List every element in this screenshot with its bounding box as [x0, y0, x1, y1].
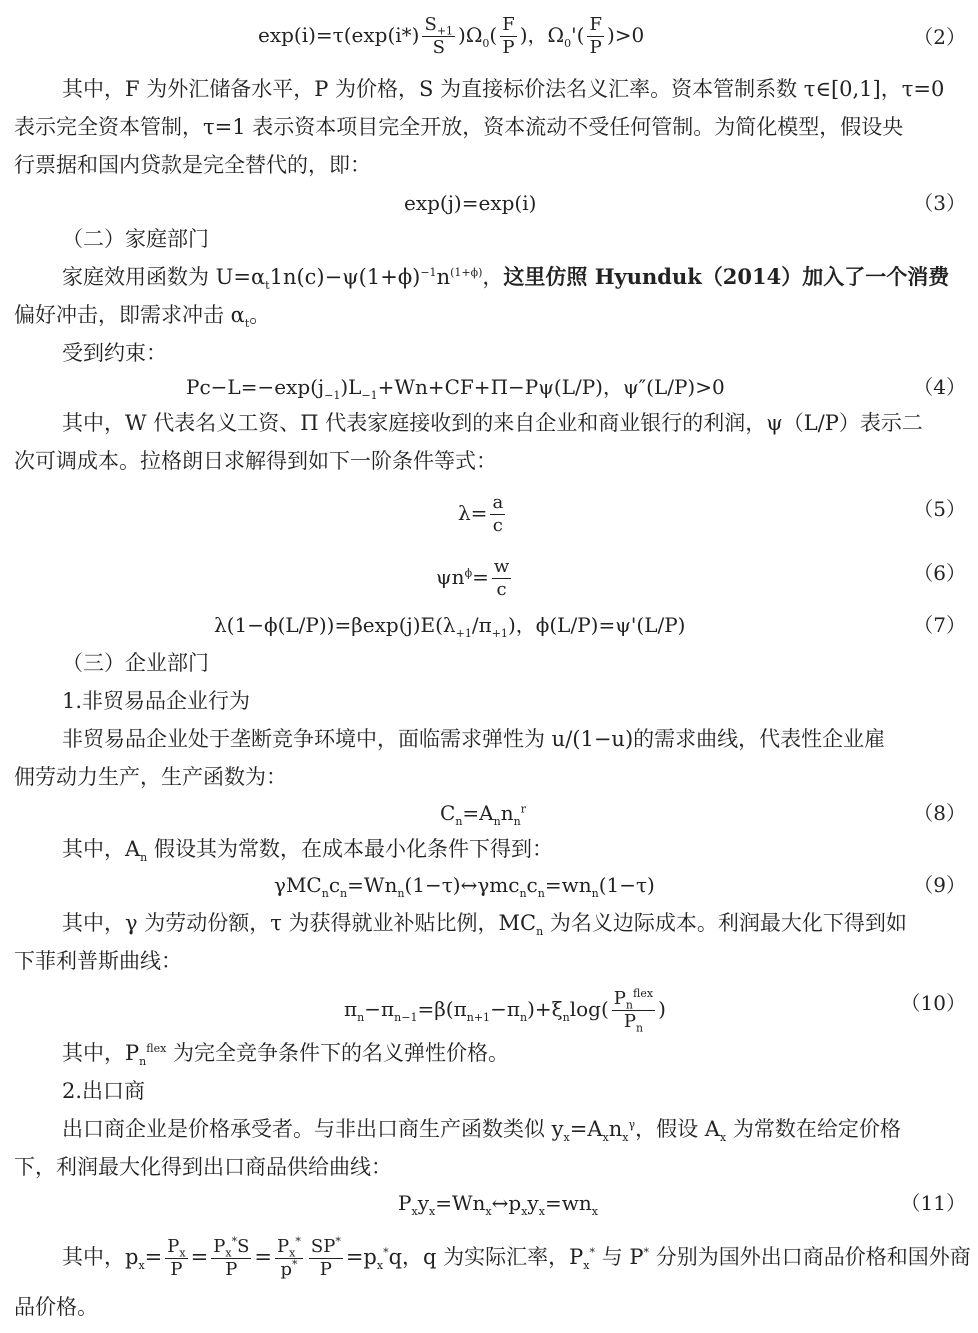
section-heading-household: （二）家庭部门: [62, 227, 209, 251]
section-heading-firm: （三）企业部门: [62, 651, 209, 675]
paragraph-line: 偏好冲击，即需求冲击 $\alpha_t$。: [14, 303, 271, 331]
equation-7-number: （7）: [913, 613, 966, 637]
equation-8: $C_n=A_nn_n^r$: [440, 801, 526, 828]
equation-2: exp(i)=τ(exp(i*) $\frac{S_{+1}}{S}$ )$\Omega_0$( $\frac{F}{P}$ )，$\Omega_0'$( $\frac{F}{P}$ )>0: [258, 14, 645, 58]
equation-4: $Pc-L=-\exp(j_{-1})L_{-1}+Wn+CF+\Pi-P\psi(L/P)$，ψ″(L/P)>0: [186, 375, 725, 402]
equation-2-number: （2）: [913, 25, 966, 49]
paragraph-line: 次可调成本。拉格朗日求解得到如下一阶条件等式：: [14, 449, 497, 473]
paragraph-line: 其中，γ 为劳动份额，τ 为获得就业补贴比例，$MC_n$ 为名义边际成本。利润最大化下得到如: [62, 911, 907, 939]
paragraph-line: 其中，$P_n^{flex}$ 为完全竞争条件下的名义弹性价格。: [62, 1041, 509, 1069]
paragraph-line: 下菲利普斯曲线：: [14, 949, 182, 973]
equation-3-number: （3）: [913, 191, 966, 215]
equation-11: $P_xy_x=Wn_x\leftrightarrow p_xy_x=wn_x$: [398, 1191, 598, 1218]
equation-7: $\lambda(1-\phi(L/P))=\beta\exp(j)E(\lambda_{+1}/\pi_{+1})$，ϕ(L/P)=ψ'(L/P): [214, 613, 686, 640]
equation-3: exp(j)=exp(i): [404, 191, 537, 215]
paragraph-line: 其中，F 为外汇储备水平，P 为价格，S 为直接标价法名义汇率。资本管制系数 τ∈[0,1]，τ=0: [62, 77, 945, 101]
paragraph-line: 行票据和国内贷款是完全替代的，即：: [14, 153, 371, 177]
paragraph-line: 其中，$A_n$ 假设其为常数，在成本最小化条件下得到：: [62, 837, 553, 865]
paragraph-line: 表示完全资本管制，τ=1 表示资本项目完全开放，资本流动不受任何管制。为简化模型，假设央: [14, 115, 904, 139]
paragraph-line: 佣劳动力生产，生产函数为：: [14, 765, 287, 789]
equation-6: $\psi n^\phi=$ $\frac{w}{c}$: [436, 556, 510, 600]
paragraph-line: 家庭效用函数为 $U=\alpha_t1n(c)-\psi(1+\phi)^{-1}n^{(1+\phi)}$，这里仿照 Hyunduk（2014）加入了一个消费: [62, 264, 950, 293]
paragraph-line: 其中，$p_x=$ $\frac{P_x}{P}$ = $\frac{P_x^*S}{P}$ = $\frac{P_x^*}{p^*}$ $\frac{SP^*}{P}$ $=p_x^*q$，q 为实际汇率，$P_x^*$ 与 P* 分别为国外出口商品价格和国外商: [62, 1235, 971, 1280]
paragraph-line: 非贸易品企业处于垄断竞争环境中，面临需求弹性为 u/(1−u)的需求曲线，代表性企业雇: [62, 727, 886, 751]
equation-6-number: （6）: [913, 561, 966, 585]
equation-8-number: （8）: [913, 801, 966, 825]
equation-10: $\pi_n-\pi_{n-1}=\beta(\pi_{n+1}-\pi_n)+\xi_n\log$( $\frac{P_n^{flex}}{P_n}$ ): [344, 987, 666, 1035]
paragraph-line: 受到约束：: [62, 341, 167, 365]
equation-9: $\gamma MC_nc_n=Wn_n(1-\tau)\leftrightarrow\gamma mc_nc_n=wn_n(1-\tau)$: [274, 873, 655, 900]
equation-9-number: （9）: [913, 873, 966, 897]
subsection-heading-nontrade: 1.非贸易品企业行为: [62, 689, 251, 713]
paragraph-line: 出口商企业是价格承受者。与非出口商生产函数类似 $y_x=A_xn_x^\gamma$，假设 $A_x$ 为常数在给定价格: [62, 1117, 901, 1145]
paragraph-line: 下，利润最大化得到出口商品供给曲线：: [14, 1155, 392, 1179]
subsection-heading-exporter: 2.出口商: [62, 1079, 146, 1103]
equation-10-number: （10）: [900, 991, 966, 1015]
equation-5-number: （5）: [913, 497, 966, 521]
paragraph-line: 其中，W 代表名义工资、Π 代表家庭接收到的来自企业和商业银行的利润，ψ（L/P）表示二: [62, 411, 923, 435]
paragraph-line: 品价格。: [14, 1295, 98, 1319]
equation-11-number: （11）: [900, 1191, 966, 1215]
equation-4-number: （4）: [913, 375, 966, 399]
equation-5: λ= $\frac{a}{c}$: [458, 492, 504, 536]
